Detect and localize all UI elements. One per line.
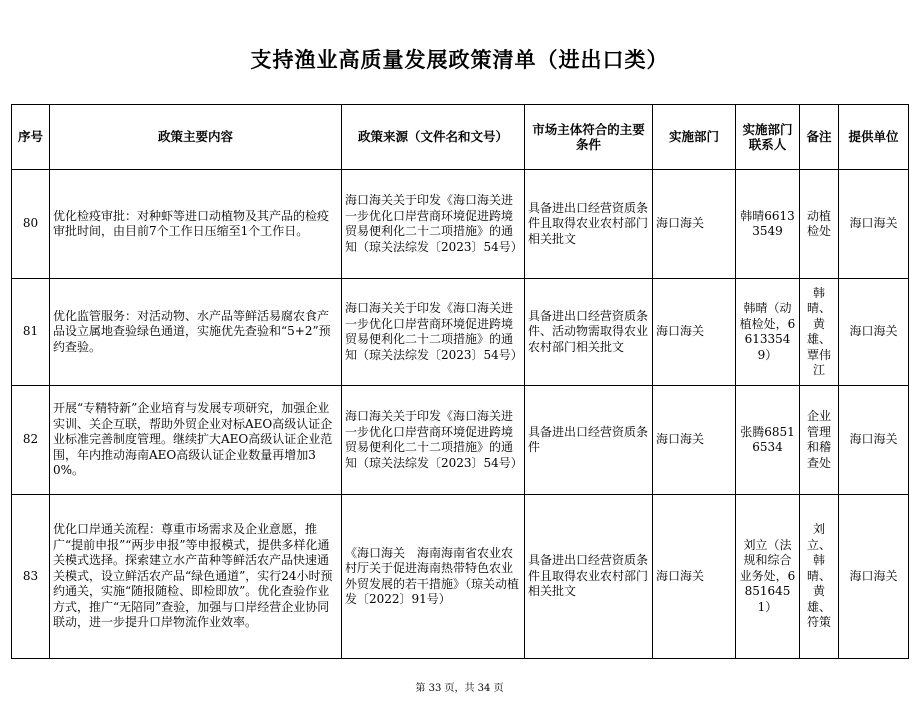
cell-provider: 海口海关 (839, 386, 909, 495)
header-row (12, 105, 909, 170)
cell-dept: 海口海关 (653, 495, 736, 659)
cell-provider: 海口海关 (839, 495, 909, 659)
cell-dept: 海口海关 (653, 279, 736, 386)
page-title: 支持渔业高质量发展政策清单（进出口类） (250, 48, 669, 72)
header-contact: 实施部门联系人 (736, 105, 800, 170)
cell-contact: 刘立（法规和综合业务处，68516451） (736, 495, 800, 659)
cell-no: 81 (12, 279, 50, 386)
table-row (12, 495, 909, 659)
cell-content: 优化监管服务：对活动物、水产品等鲜活易腐农食产品设立属地查验绿色通道，实施优先查验和“5+2”预约查验。 (50, 279, 342, 386)
cell-conditions: 具备进出口经营资质条件、活动物需取得农业农村部门相关批文 (525, 279, 653, 386)
cell-dept: 海口海关 (653, 170, 736, 279)
cell-content: 优化口岸通关流程：尊重市场需求及企业意愿，推广“提前申报”“两步申报”等申报模式，提供多样化通关模式选择。探索建立水产苗种等鲜活农产品快速通关模式，设立鲜活农产品“绿色通道”，实行24小时预约通关，实施“随报随检、即检即放”。优化查验作业方式，推广“无陪同”查验，加强与口岸经营企业协同联动，进一步提升口岸物流作业效率。 (50, 495, 342, 659)
policy-table (11, 104, 909, 659)
header-content: 政策主要内容 (50, 105, 342, 170)
header-dept: 实施部门 (653, 105, 736, 170)
table-row (12, 279, 909, 386)
cell-no: 83 (12, 495, 50, 659)
cell-remark: 韩晴、黄雄、覃伟江 (800, 279, 839, 386)
cell-provider: 海口海关 (839, 170, 909, 279)
cell-provider: 海口海关 (839, 279, 909, 386)
cell-source: 《海口海关 海南海南省农业农村厅关于促进海南热带特色农业外贸发展的若干措施》（琼关动植发〔2022〕91号） (342, 495, 525, 659)
page-footer: 第 33 页，共 34 页 (415, 683, 504, 694)
cell-source: 海口海关关于印发《海口海关进一步优化口岸营商环境促进跨境贸易便利化二十二项措施》的通知（琼关法综发〔2023〕54号） (342, 170, 525, 279)
table-row (12, 170, 909, 279)
cell-contact: 韩晴66133549 (736, 170, 800, 279)
cell-remark: 刘立、韩晴、黄雄、符策 (800, 495, 839, 659)
cell-remark: 动植检处 (800, 170, 839, 279)
cell-contact: 张腾68516534 (736, 386, 800, 495)
cell-no: 80 (12, 170, 50, 279)
header-conditions: 市场主体符合的主要条件 (525, 105, 653, 170)
cell-source: 海口海关关于印发《海口海关进一步优化口岸营商环境促进跨境贸易便利化二十二项措施》的通知（琼关法综发〔2023〕54号） (342, 279, 525, 386)
header-no: 序号 (12, 105, 50, 170)
cell-conditions: 具备进出口经营资质条件 (525, 386, 653, 495)
cell-content: 优化检疫审批：对种虾等进口动植物及其产品的检疫审批时间，由目前7个工作日压缩至1个工作日。 (50, 170, 342, 279)
cell-no: 82 (12, 386, 50, 495)
cell-content: 开展“专精特新”企业培育与发展专项研究，加强企业实训、关企互联，帮助外贸企业对标AEO高级认证企业标准完善制度管理。继续扩大AEO高级认证企业范围，年内推动海南AEO高级认证企业数量再增加30%。 (50, 386, 342, 495)
table-row (12, 386, 909, 495)
header-remark: 备注 (800, 105, 839, 170)
cell-source: 海口海关关于印发《海口海关进一步优化口岸营商环境促进跨境贸易便利化二十二项措施》的通知（琼关法综发〔2023〕54号） (342, 386, 525, 495)
cell-conditions: 具备进出口经营资质条件且取得农业农村部门相关批文 (525, 170, 653, 279)
cell-contact: 韩晴（动植检处，66133549） (736, 279, 800, 386)
cell-dept: 海口海关 (653, 386, 736, 495)
cell-conditions: 具备进出口经营资质条件且取得农业农村部门相关批文 (525, 495, 653, 659)
cell-remark: 企业管理和稽查处 (800, 386, 839, 495)
header-source: 政策来源（文件名和文号） (342, 105, 525, 170)
header-provider: 提供单位 (839, 105, 909, 170)
